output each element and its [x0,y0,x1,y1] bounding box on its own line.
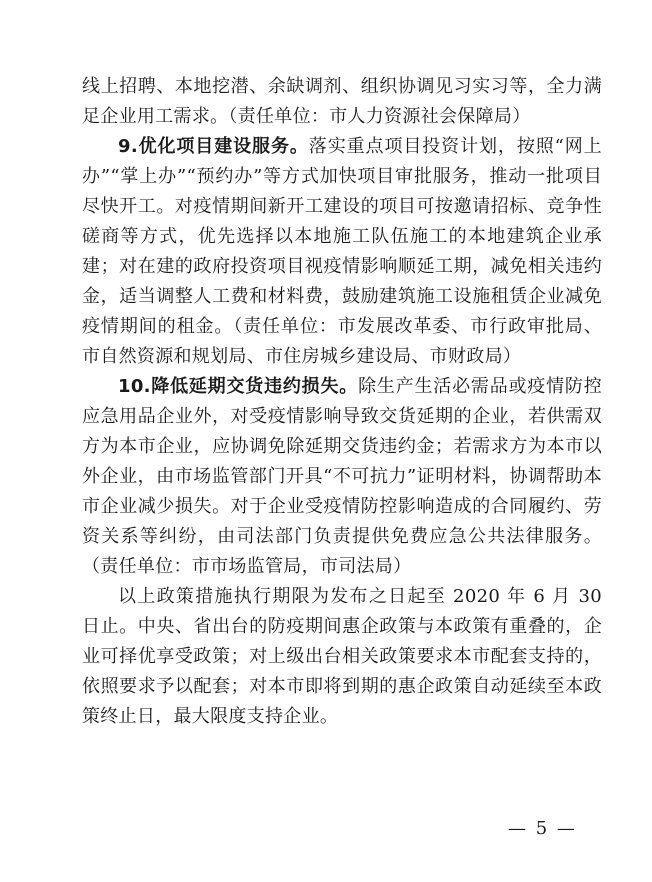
paragraph-text: 线上招聘、本地挖潜、余缺调剂、组织协调见习实习等，全力满足企业用工需求。（责任单位：市人力资源社会保障局） [82,76,602,127]
paragraph-item-9 [82,132,602,372]
paragraph-closing [82,582,602,732]
paragraph-item-10 [82,372,602,582]
paragraph-text: 以上政策措施执行期限为发布之日起至 2020 年 6 月 30 日止。中央、省出台的防疫期间惠企政策与本政策有重叠的，企业可择优享受政策；对上级出台相关政策要求本市配套支持的，依照要求予以配套；对本市即将到期的惠企政策自动延续至本政策终止日，最大限度支持企业。 [82,586,602,727]
paragraph-text: 落实重点项目投资计划，按照“网上办”“掌上办”“预约办”等方式加快项目审批服务，推动一批项目尽快开工。对疫情期间新开工建设的项目可按邀请招标、竞争性磋商等方式，优先选择以本地施工队伍施工的本地建筑企业承建；对在建的政府投资项目视疫情影响顺延工期，减免相关违约金，适当调整人工费和材料费，鼓励建筑施工设施租赁企业减免疫情期间的租金。（责任单位：市发展改革委、市行政审批局、市自然资源和规划局、市住房城乡建设局、市财政局） [82,136,602,367]
page-body [82,72,602,732]
paragraph-text: 除生产生活必需品或疫情防控应急用品企业外，对受疫情影响导致交货延期的企业，若供需双方为本市企业，应协调免除延期交货违约金；若需求方为本市以外企业，由市场监管部门开具“不可抗力”证明材料，协调帮助本市企业减少损失。对于企业受疫情防控影响造成的合同履约、劳资关系等纠纷，由司法部门负责提供免费应急公共法律服务。（责任单位：市市场监管局，市司法局） [82,376,602,577]
page-number: — 5 — [508,818,577,839]
paragraph-continuation [82,72,602,132]
item-heading: 10.降低延期交货违约损失。 [118,376,359,397]
item-heading: 9.优化项目建设服务。 [118,136,309,157]
